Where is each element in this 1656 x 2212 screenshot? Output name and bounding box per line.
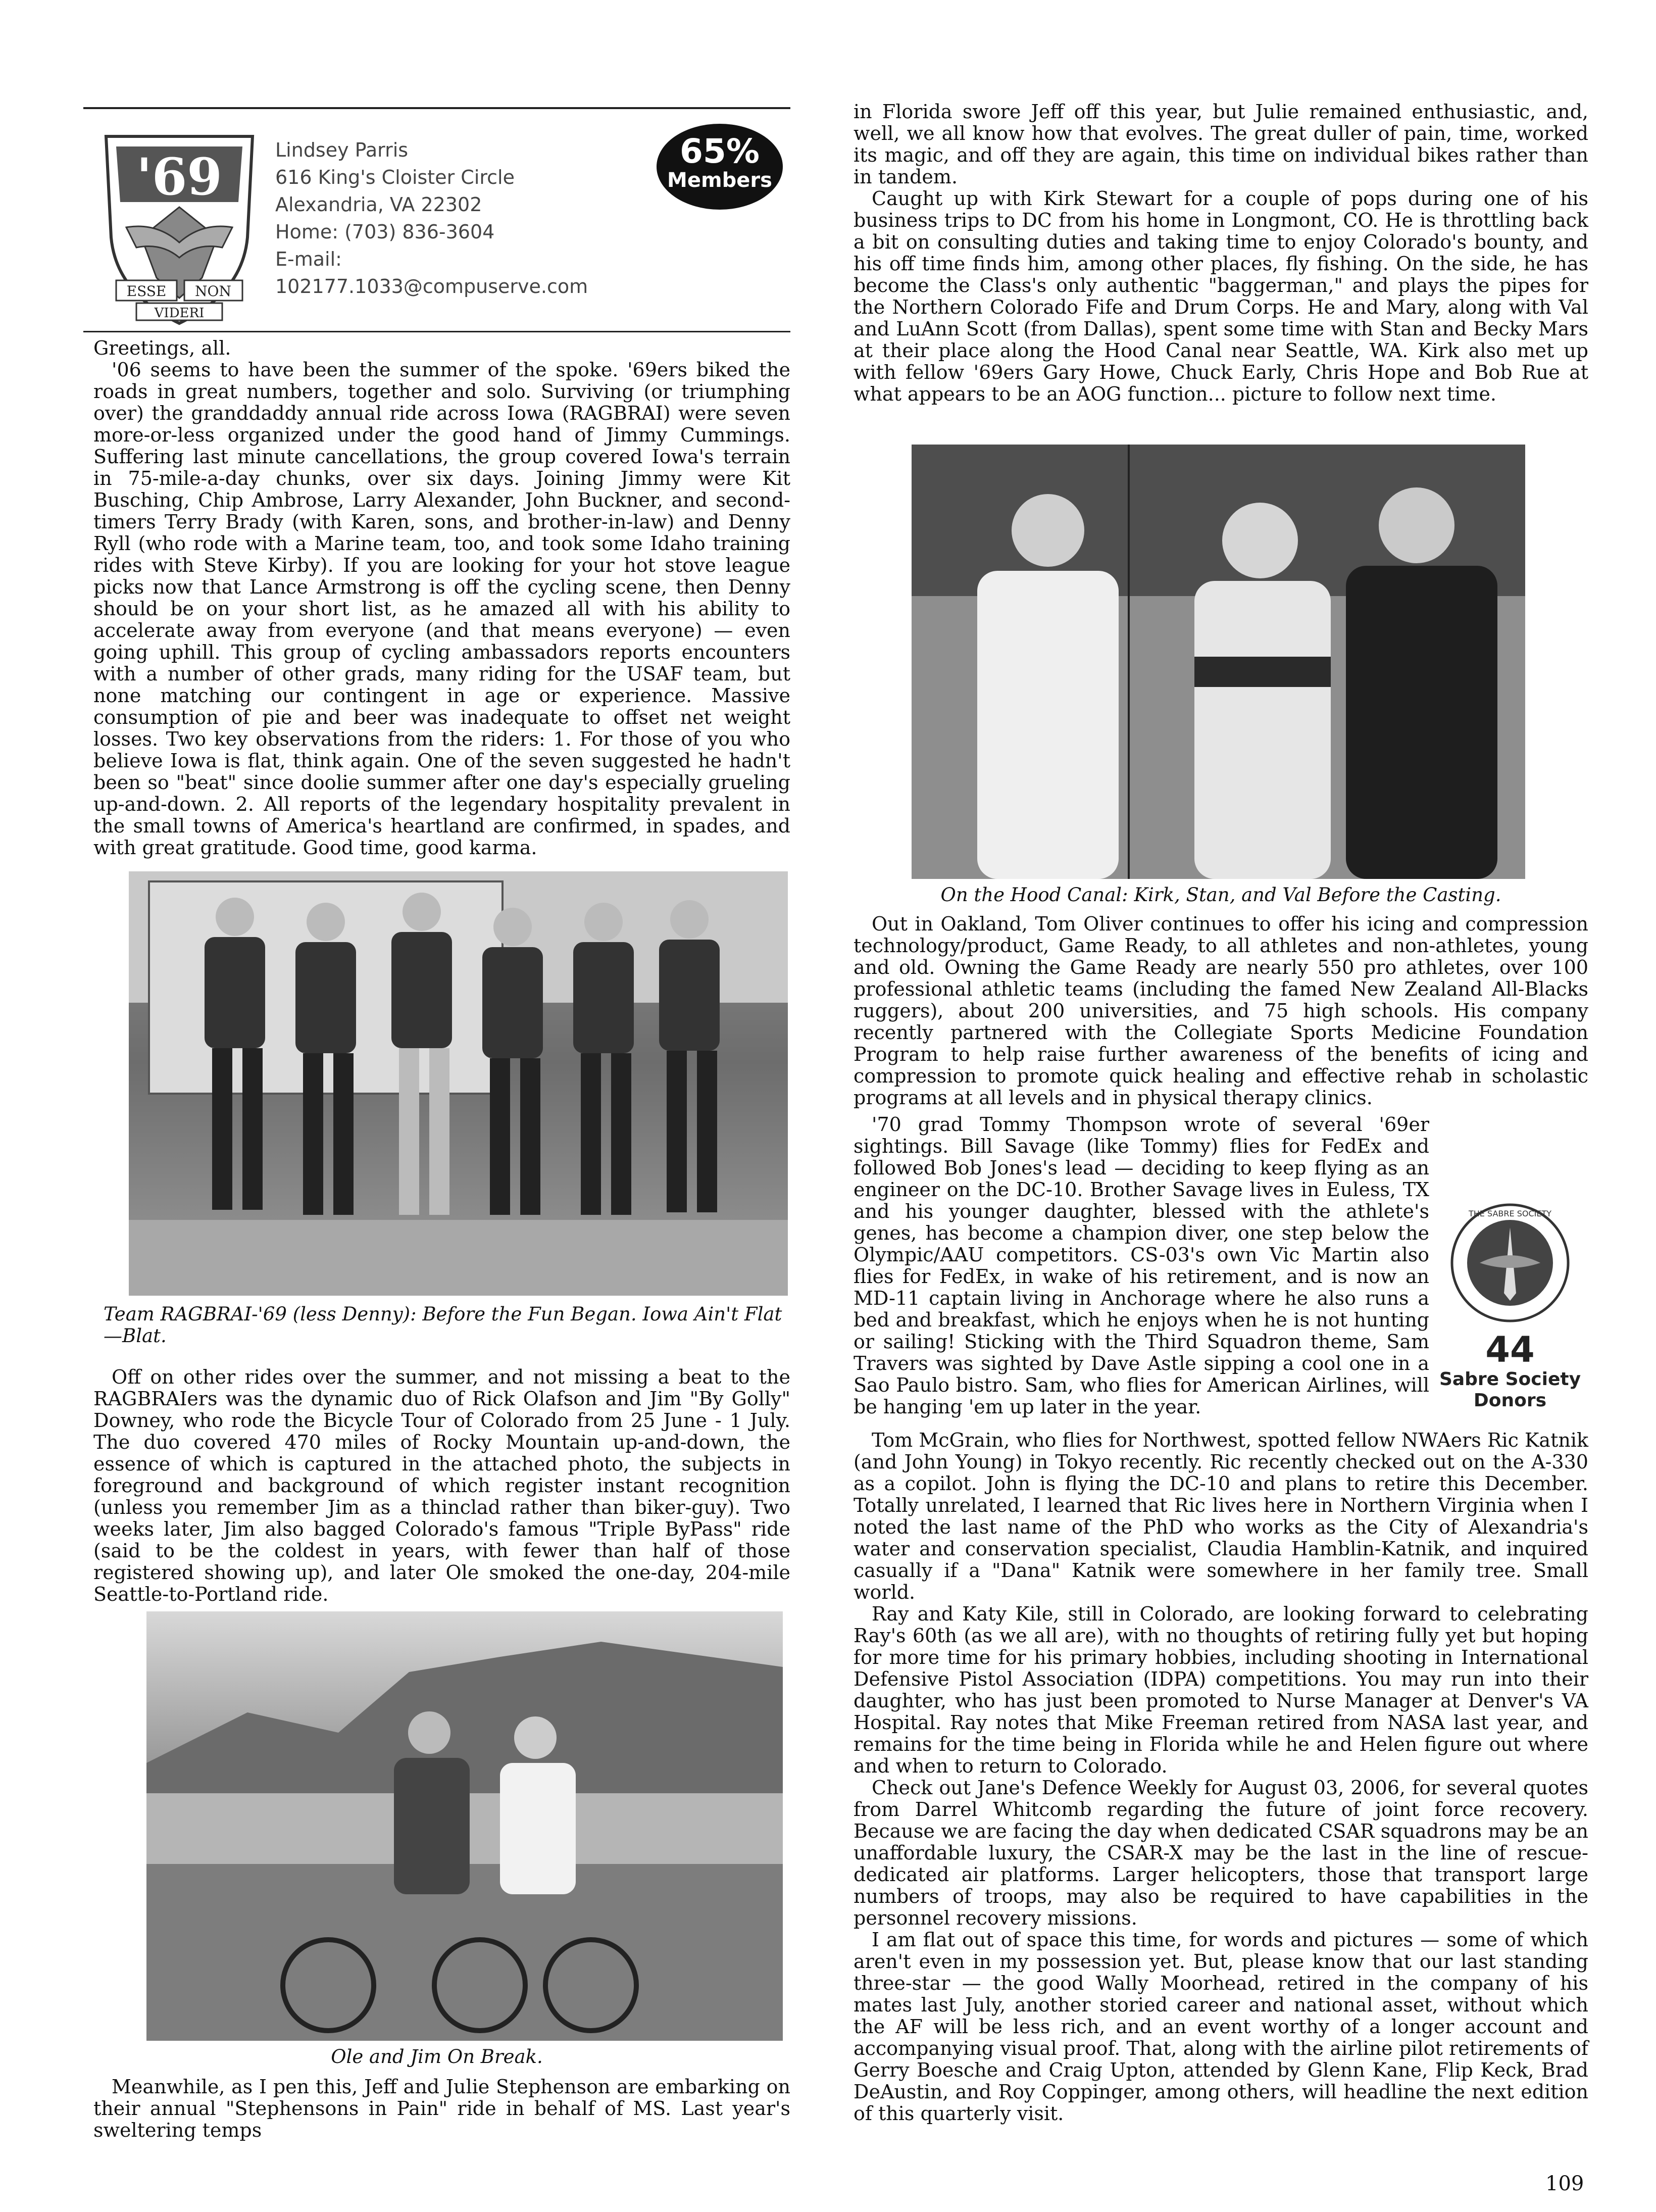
right-lower-text — [854, 1430, 1588, 2125]
svg-text:THE SABRE SOCIETY: THE SABRE SOCIETY — [1469, 1209, 1551, 1218]
whitcomb-paragraph: Check out Jane's Defence Weekly for August 03, 2006, for several quotes from Darrel Whitcomb regarding the future of joint force recovery. Because we are facing the day when dedicated CSAR squadrons may be an unaffordable luxury, the CSAR-X may be the last in the line of rescue-dedicated air platforms. Larger helicopters, those that transport large numbers of troops, may also be required to have capabilities in the personnel recovery missions. — [854, 1777, 1588, 1929]
kile-paragraph: Ray and Katy Kile, still in Colorado, are looking forward to celebrating Ray's 60th (as we all are), with no thoughts of retiring fully yet but hoping for more time for his primary hobbies, including shooting in International Defensive Pistol Association (IDPA) competitions. You may run into their daughter, who has just been promoted to Nurse Manager at Denver's VA Hospital. Ray notes that Mike Freeman retired from NASA last year, and remains for the time being in Florida while he and Helen figure out where and when to return to Colorado. — [854, 1603, 1588, 1777]
scribe-contact-info — [275, 136, 588, 300]
mcgrain-katnik-paragraph: Tom McGrain, who flies for Northwest, spotted fellow NWAers Ric Katnik (and John Young) in Tokyo recently. Ric recently checked out on the A-330 as a copilot. John is flying the DC-10 and plans to retire this December. Totally unrelated, I learned that Ric lives here in Northern Virginia when I noted the last name of the PhD who works as the City of Alexandria's water and conservation specialist, Claudia Hamblin-Katnik, and inquired casually if a "Dana" Katnik were somewhere in her family tree. Small world. — [854, 1429, 1588, 1603]
ole-jim-photo-caption: Ole and Jim On Break. — [331, 2046, 543, 2068]
left-middle-text — [93, 1366, 790, 1605]
tom-oliver-paragraph: Out in Oakland, Tom Oliver continues to offer his icing and compression technology/product, Game Ready, to all athletes and non-athletes, young and old. Owning the Game Ready are nearly 550 pro athletes, over 100 professional athletic teams (including the famed New Zealand All-Blacks ruggers), about 200 universities, and 75 high schools. His company recently partnered with the Collegiate Sports Medicine Foundation Program to help raise further awareness of the benefits of icing and compression to promote quick healing and effective rehab in scholastic programs at all levels and in physical therapy clinics. — [854, 913, 1588, 1109]
sabre-label-1: Sabre Society — [1439, 1369, 1581, 1390]
left-bottom-text — [93, 2076, 790, 2141]
scribe-address-line2: Alexandria, VA 22302 — [275, 193, 482, 216]
right-top-text — [854, 101, 1588, 405]
kirk-stewart-paragraph: Caught up with Kirk Stewart for a couple of pops during one of his business trips to DC from his home in Longmont, CO. He is throttling back a bit on consulting duties and taking time to enjoy Colorado's bounty, and his off time finds him, among other places, fly fishing. On the side, he has become the Class's only authentic "baggerman," and plays the pipes for the Northern Colorado Fife and Drum Corps. He and Mary, along with Val and LuAnn Scott (from Dallas), spent some time with Stan and Becky Mars at their place along the Hood Canal near Seattle, WA. Kirk also met up with fellow '69ers Gary Howe, Chuck Early, Chris Hope and Bob Rue at what appears to be an AOG function... picture to follow next time. — [854, 187, 1588, 405]
scribe-address-line1: 616 King's Cloister Circle — [275, 166, 515, 188]
colorado-tour-paragraph: Off on other rides over the summer, and not missing a beat to the RAGBRAIers was the dynamic duo of Rick Olafson and Jim "By Golly" Downey, who rode the Bicycle Tour of Colorado from 25 June - 1 July. The duo covered 470 miles of Rocky Mountain up-and-down, the essence of which is captured in the attached photo, the subjects in foreground and background of which register instant recognition (unless you remember Jim as a thinclad rather than biker-guy). Two weeks later, Jim also bagged Colorado's famous "Triple ByPass" ride (said to be the coldest in years, with fewer than half of those registered showing up), and later Ole smoked the one-day, 204-mile Seattle-to-Portland ride. — [93, 1366, 790, 1605]
crest-year: '69 — [136, 147, 222, 207]
sabre-society-seal-logo — [1449, 1202, 1571, 1323]
stephenson-continued-paragraph: in Florida swore Jeff off this year, but Julie remained enthusiastic, and, well, we all know how that evolves. The great duller of pain, time, worked its magic, and off they are again, this time on individual bikes rather than in tandem. — [854, 101, 1588, 188]
svg-text:ESSE: ESSE — [126, 283, 167, 300]
page-number: 109 — [1545, 2172, 1584, 2195]
members-label: Members — [667, 169, 772, 192]
sabre-society-box — [1437, 1202, 1583, 1411]
sabre-label-2: Donors — [1473, 1390, 1547, 1411]
svg-text:NON: NON — [195, 283, 231, 300]
greeting-paragraph: Greetings, all. — [93, 337, 231, 359]
scribe-name: Lindsey Parris — [275, 139, 409, 161]
hood-canal-photo — [912, 445, 1525, 879]
closing-paragraph: I am flat out of space this time, for words and pictures — some of which aren't even in my possession yet. But, please know that our last standing three-star — the good Wally Moorhead, retired in the company of his mates last July, another storied career and national asset, without which the AF will be less rich, and an event worthy of a longer account and accompanying visual proof. That, along with the airline pilot retirements of Gerry Boesche and Craig Upton, attended by Glenn Kane, Flip Keck, Brad DeAustin, and Roy Coppinger, among others, will headline the next edition of this quarterly visit. — [854, 1929, 1588, 2125]
ole-and-jim-photo — [146, 1611, 783, 2041]
scribe-home-phone: Home: (703) 836-3604 — [275, 221, 495, 243]
left-intro-text — [93, 337, 790, 859]
ragbrai-photo-caption: Team RAGBRAI-'69 (less Denny): Before the Fun Began. Iowa Ain't Flat—Blat. — [104, 1303, 782, 1347]
class-header — [83, 106, 790, 343]
scribe-email-label: E-mail: — [275, 248, 342, 270]
members-percent: 65% — [680, 132, 760, 171]
stephenson-paragraph: Meanwhile, as I pen this, Jeff and Julie Stephenson are embarking on their annual "Stephensons in Pain" ride in behalf of MS. Last year's sweltering temps — [93, 2076, 790, 2141]
class-crest-logo — [96, 126, 263, 328]
scribe-email: 102177.1033@compuserve.com — [275, 275, 588, 298]
members-percent-badge — [657, 124, 783, 210]
ragbrai-team-photo — [129, 871, 788, 1296]
right-middle-text — [854, 913, 1588, 1109]
svg-text:VIDERI: VIDERI — [154, 306, 205, 321]
thompson-sightings-paragraph: '70 grad Tommy Thompson wrote of several '69er sightings. Bill Savage (like Tommy) flies for FedEx and followed Bob Jones's lead — deciding to keep flying as an engineer on the DC-10. Brother Savage lives in Euless, TX and his younger daughter, blessed with the athlete's genes, has become a champion diver, one step below the Olympic/AAU competitors. CS-03's own Vic Martin also flies for FedEx, in wake of his retirement, and is now an MD-11 captain living in Anchorage where he also runs a bed and breakfast, which he enjoys when he is not hunting or sailing! Sticking with the Third Squadron theme, Sam Travers was sighted by Dave Astle sipping a cool one in a Sao Paulo bistro. Sam, who flies for American Airlines, will be hanging 'em up later in the year. — [854, 1113, 1429, 1418]
ragbrai-paragraph: '06 seems to have been the summer of the spoke. '69ers biked the roads in great numbers, together and solo. Surviving (or triumphing over) the granddaddy annual ride across Iowa (RAGBRAI) were seven more-or-less organized under the good hand of Jimmy Cummings. Suffering last minute cancellations, the group covered Iowa's terrain in 75-mile-a-day chunks, over six days. Joining Jimmy were Kit Busching, Chip Ambrose, Larry Alexander, John Buckner, and second-timers Terry Brady (with Karen, sons, and brother-in-law) and Denny Ryll (who rode with a Marine team, too, and took some Idaho training rides with Steve Kirby). If you are looking for your hot stove league picks now that Lance Armstrong is off the cycling scene, then Denny should be on your short list, as he amazed all with his ability to accelerate away from everyone (and that means everyone) — even going uphill. This group of cycling ambassadors reports encounters with a number of other grads, many riding for the USAF team, but none matching our contingent in age or experience. Massive consumption of pie and beer was inadequate to offset net weight losses. Two key observations from the riders: 1. For those of you who believe Iowa is flat, think again. One of the seven suggested he hadn't been so "beat" since doolie summer after one day's especially grueling up-and-down. 2. All reports of the legendary hospitality prevalent in the small towns of America's heartland are confirmed, in spades, and with great gratitude. Good time, good karma. — [93, 359, 790, 859]
sabre-donor-count: 44 — [1485, 1329, 1535, 1370]
header-bottom-rule — [83, 331, 790, 332]
hood-canal-caption: On the Hood Canal: Kirk, Stan, and Val Before the Casting. — [940, 884, 1501, 906]
